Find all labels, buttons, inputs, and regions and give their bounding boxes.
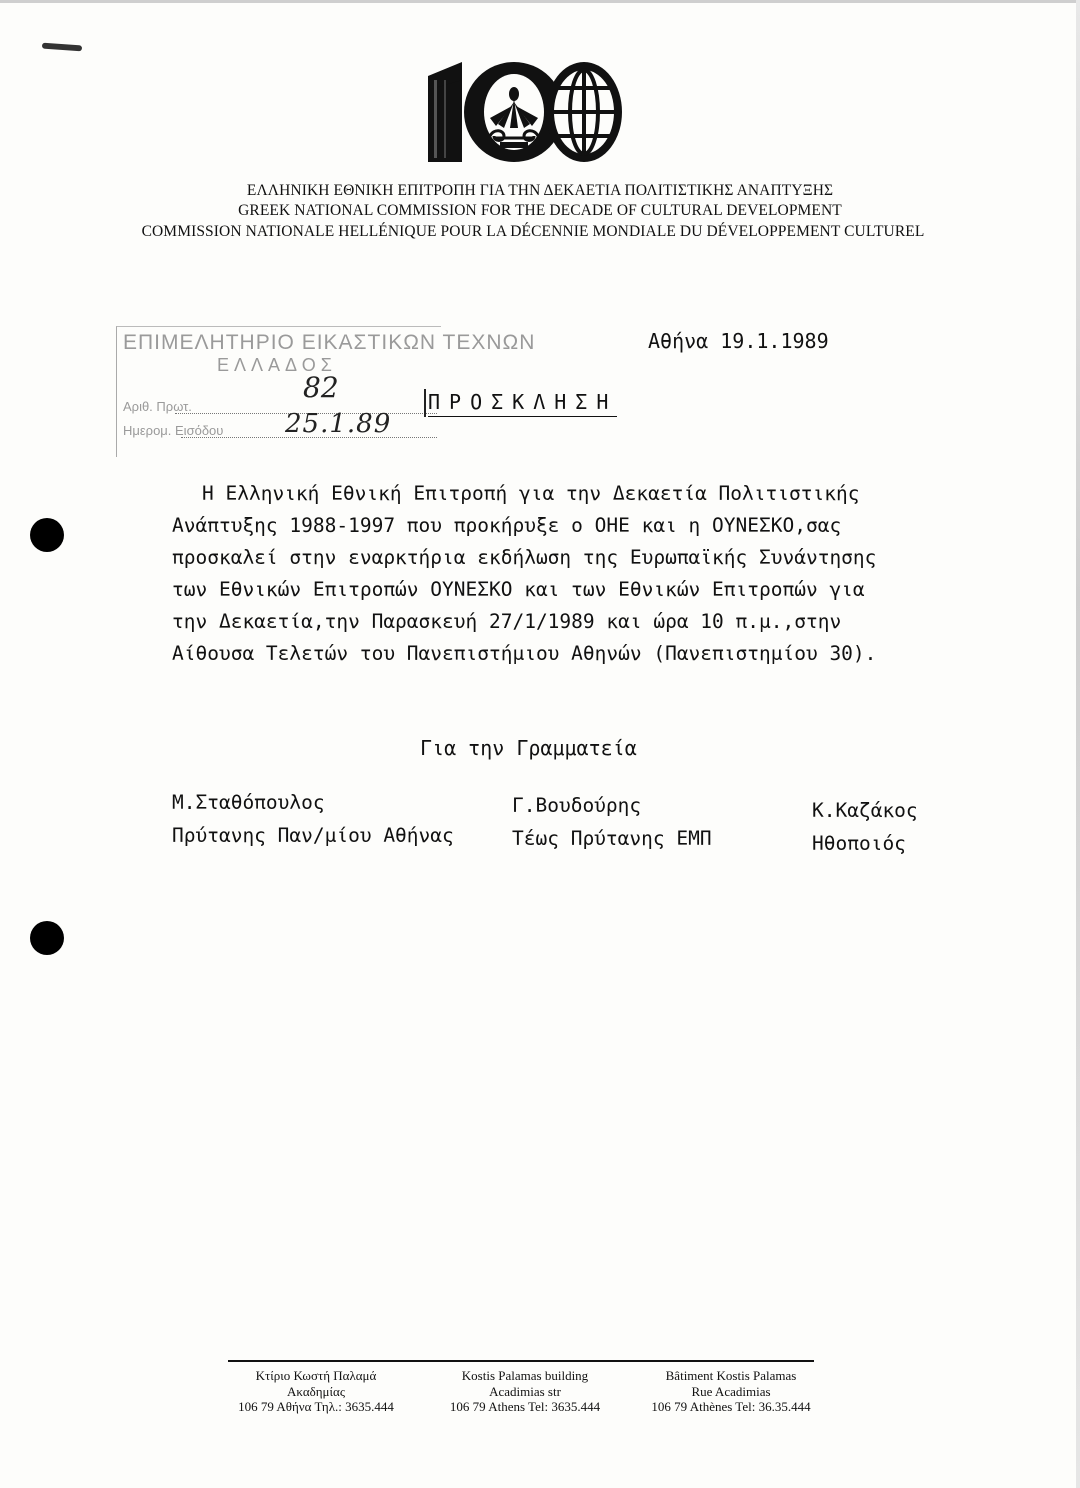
signatory-role: Ηθοποιός <box>812 832 906 855</box>
scan-edge-top <box>0 0 1080 3</box>
body-line: προσκαλεί στην εναρκτήρια εκδήλωση της Ευρωπαϊκής Συνάντησης <box>172 546 877 569</box>
stamp-date-label: Ημερομ. Εισόδου <box>123 423 224 438</box>
body-line: των Εθνικών Επιτροπών ΟΥΝΕΣΚΟ και των Εθνικών Επιτροπών για <box>172 578 865 601</box>
letter-date: Αθήνα 19.1.1989 <box>648 329 829 353</box>
footer-line: Bâtiment Kostis Palamas <box>665 1368 797 1383</box>
body-line: Αίθουσα Τελετών του Πανεπιστήμιου Αθηνών (Πανεπιστημίου 30). <box>172 642 877 665</box>
signatory-role: Πρύτανης Παν/μίου Αθήνας <box>172 824 454 847</box>
footer-line: Kostis Palamas building <box>461 1368 589 1383</box>
org-name-english: GREEK NATIONAL COMMISSION FOR THE DECADE OF CULTURAL DEVELOPMENT <box>238 202 842 219</box>
footer-address-french <box>636 1368 826 1415</box>
org-name-greek: ΕΛΛΗΝΙΚΗ ΕΘΝΙΚΗ ΕΠΙΤΡΟΠΗ ΓΙΑ ΤΗΝ ΔΕΚΑΕΤΙΑ ΠΟΛΙΤΙΣΤΙΚΗΣ ΑΝΑΠΤΥΞΗΣ <box>246 182 834 199</box>
signatory-stathopoulos <box>172 786 454 852</box>
signatory-voudouris <box>512 789 712 855</box>
stamp-protocol-number: 82 <box>303 371 339 404</box>
org-name-french: COMMISSION NATIONALE HELLÉNIQUE POUR LA DÉCENNIE MONDIALE DU DÉVELOPPEMENT CULTUREL <box>141 223 925 240</box>
footer-line: Κτίριο Κωστή Παλαμά <box>255 1368 377 1383</box>
letter-body <box>172 478 992 670</box>
footer-rule <box>228 1360 814 1362</box>
signatory-name: Κ.Καζάκος <box>812 799 918 822</box>
footer-address-english <box>430 1368 620 1415</box>
body-line: την Δεκαετία,την Παρασκευή 27/1/1989 και ώρα 10 π.μ.,στην <box>172 610 842 633</box>
stamp-line-1: ΕΠΙΜΕΛΗΤΗΡΙΟ ΕΙΚΑΣΤΙΚΩΝ ΤΕΧΝΩΝ <box>123 331 536 354</box>
signatory-kazakos <box>812 794 918 860</box>
signatory-name: Μ.Σταθόπουλος <box>172 791 325 814</box>
stamp-received-date: 25.1.89 <box>285 409 392 439</box>
punch-hole-top <box>30 518 64 552</box>
signatory-name: Γ.Βουδούρης <box>512 794 642 817</box>
secretariat-line: Για την Γραμματεία <box>420 736 637 760</box>
decade-100-logo <box>424 58 624 168</box>
letter-title: ΠΡΟΣΚΛΗΣΗ <box>428 390 617 417</box>
footer-line: 106 79 Athens Tel: 3635.444 <box>449 1399 601 1414</box>
footer-line: 106 79 Athènes Tel: 36.35.444 <box>651 1399 811 1414</box>
title-left-rule <box>424 389 426 417</box>
footer-line: Rue Acadimias <box>691 1383 771 1399</box>
signatory-role: Τέως Πρύτανης ΕΜΠ <box>512 827 712 850</box>
corner-mark <box>42 43 82 52</box>
stamp-line-2: ΕΛΛΑΔΟΣ <box>217 355 337 375</box>
scan-edge-right <box>1076 0 1080 1488</box>
footer-line: 106 79 Αθήνα Τηλ.: 3635.444 <box>238 1399 394 1414</box>
footer-line: Acadimias str <box>489 1383 561 1399</box>
footer-line: Ακαδημίας <box>287 1383 345 1399</box>
punch-hole-bottom <box>30 921 64 955</box>
body-line: Η Ελληνική Εθνική Επιτροπή για την Δεκαετία Πολιτιστικής <box>202 482 860 505</box>
footer-address-greek <box>226 1368 406 1415</box>
stamp-protocol-label: Αριθ. Πρωτ. <box>123 399 192 414</box>
body-line: Ανάπτυξης 1988-1997 που προκήρυξε ο ΟΗΕ και η ΟΥΝΕΣΚΟ,σας <box>172 514 842 537</box>
